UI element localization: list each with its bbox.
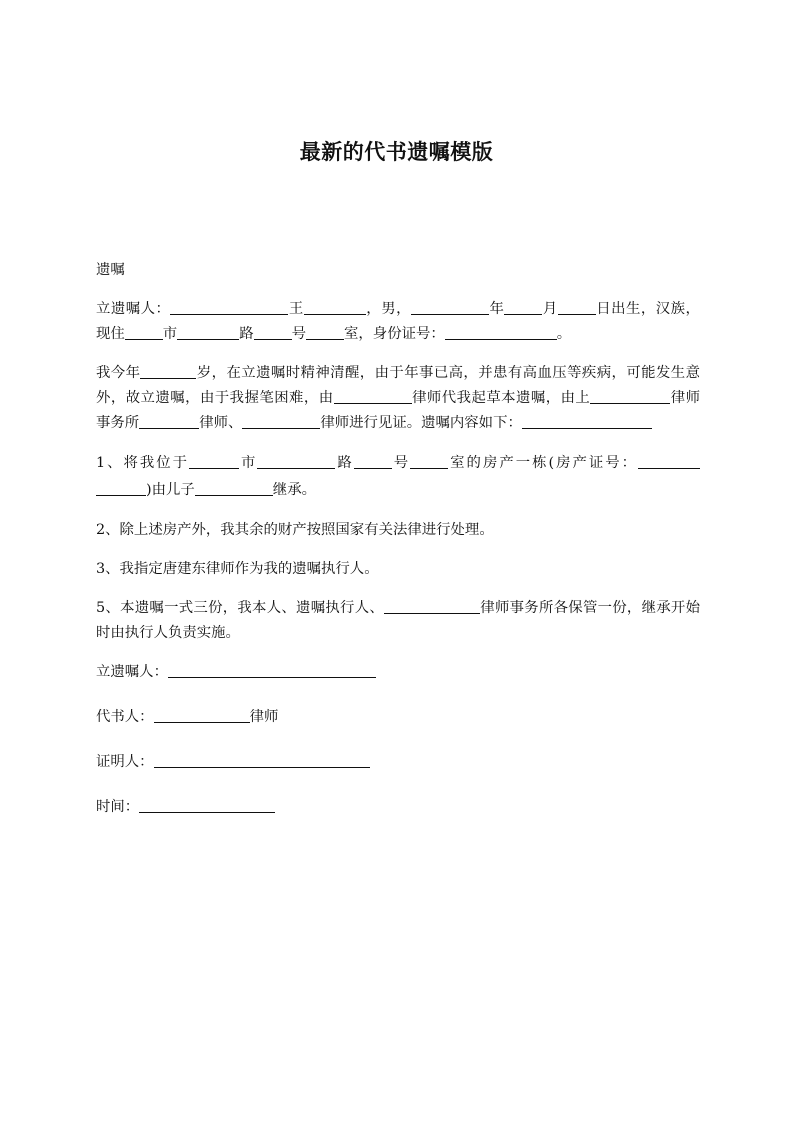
statement-f: 律师进行见证。遗嘱内容如下：	[320, 415, 522, 431]
item-1	[96, 450, 700, 504]
item-5	[96, 596, 700, 646]
item1-number-blank[interactable]	[354, 454, 392, 469]
testator-name-blank[interactable]	[170, 300, 288, 315]
gender-text: ，男，	[365, 301, 411, 317]
room-text: 室，身份证号：	[344, 326, 445, 342]
year-text: 年	[488, 301, 505, 317]
age-blank[interactable]	[140, 364, 196, 379]
law-firm-blank-start[interactable]	[590, 389, 608, 404]
signature-date	[96, 795, 700, 820]
witness-lawyer-2-blank[interactable]	[242, 414, 320, 429]
room-blank[interactable]	[306, 325, 344, 340]
birth-day-blank[interactable]	[558, 300, 596, 315]
item1-number: 号	[391, 455, 411, 471]
ethnic-text: 汉族，现住	[96, 301, 700, 342]
executor-firm-blank[interactable]	[384, 599, 480, 614]
contents-blank-start[interactable]	[522, 414, 540, 429]
city-text: 市	[162, 326, 178, 342]
item5-a: 5、本遗嘱一式三份，我本人、遗嘱执行人、	[96, 600, 385, 616]
end-text: 。	[556, 326, 572, 342]
signature-testator	[96, 660, 700, 685]
signature-drafter-blank[interactable]	[154, 708, 250, 723]
drafting-lawyer-blank[interactable]	[334, 389, 412, 404]
signature-testator-blank[interactable]	[168, 663, 376, 678]
son-name-blank[interactable]	[195, 481, 273, 496]
birth-year-blank[interactable]	[411, 300, 489, 315]
name-blank[interactable]	[304, 300, 366, 315]
item1-road-blank[interactable]	[257, 454, 335, 469]
road-text: 路	[239, 326, 254, 342]
signature-date-blank[interactable]	[139, 798, 275, 813]
number-blank[interactable]	[254, 325, 292, 340]
witness-lawyer-1-blank[interactable]	[139, 414, 199, 429]
birth-text: 日出生，	[595, 301, 656, 317]
city-blank[interactable]	[125, 325, 163, 340]
item1-city: 市	[239, 455, 258, 471]
id-number-blank[interactable]	[445, 325, 557, 340]
statement-b: 岁，在立遗嘱时精神清醒，由于年事已高，并患有高血压等疾病，可能发生意外，故立遗嘱，由于我握笔困难，由	[96, 365, 700, 406]
paragraph-statement	[96, 361, 700, 436]
item-3: 3、我指定唐建东律师作为我的遗嘱执行人。	[96, 561, 379, 577]
number-text: 号	[291, 326, 307, 342]
item1-road: 路	[335, 455, 354, 471]
paragraph-testator-info	[96, 297, 700, 347]
testator-label: 立遗嘱人：	[96, 301, 171, 317]
item1-b: 室的房产一栋(房产证号：	[448, 455, 638, 471]
item1-a: 1、将我位于	[96, 455, 190, 471]
statement-e: 律师、	[199, 415, 243, 431]
statement-d: 律师事务所	[96, 390, 700, 431]
signature-date-label: 时间：	[96, 799, 140, 815]
document-body	[96, 258, 700, 840]
road-blank[interactable]	[177, 325, 239, 340]
birth-month-blank[interactable]	[504, 300, 542, 315]
month-text: 月	[542, 301, 558, 317]
signature-testator-label: 立遗嘱人：	[96, 664, 168, 680]
statement-c: 律师代我起草本遗嘱，由上	[411, 390, 591, 406]
statement-a: 我今年	[96, 365, 141, 381]
item1-c: )由儿子	[146, 482, 195, 498]
heading: 遗嘱	[96, 262, 125, 278]
item1-city-blank[interactable]	[189, 454, 239, 469]
signature-witness	[96, 750, 700, 775]
signature-witness-blank[interactable]	[154, 753, 370, 768]
signature-drafter-suffix: 律师	[249, 709, 279, 725]
signature-witness-label: 证明人：	[96, 754, 154, 770]
item1-d: 继承。	[272, 482, 316, 498]
contents-blank[interactable]	[540, 414, 652, 429]
signature-drafter-label: 代书人：	[96, 709, 154, 725]
item5-b: 律师事务所各保管一份，继承开始时由执行人负责实施。	[96, 600, 700, 641]
property-cert-blank[interactable]	[638, 454, 700, 469]
law-firm-blank[interactable]	[608, 389, 670, 404]
surname-text: 王	[288, 301, 304, 317]
document-title: 最新的代书遗嘱模版	[299, 140, 494, 164]
signature-drafter	[96, 705, 700, 730]
item-2: 2、除上述房产外，我其余的财产按照国家有关法律进行处理。	[96, 522, 494, 538]
item1-room-blank[interactable]	[410, 454, 448, 469]
property-cert-blank-end[interactable]	[96, 481, 146, 496]
